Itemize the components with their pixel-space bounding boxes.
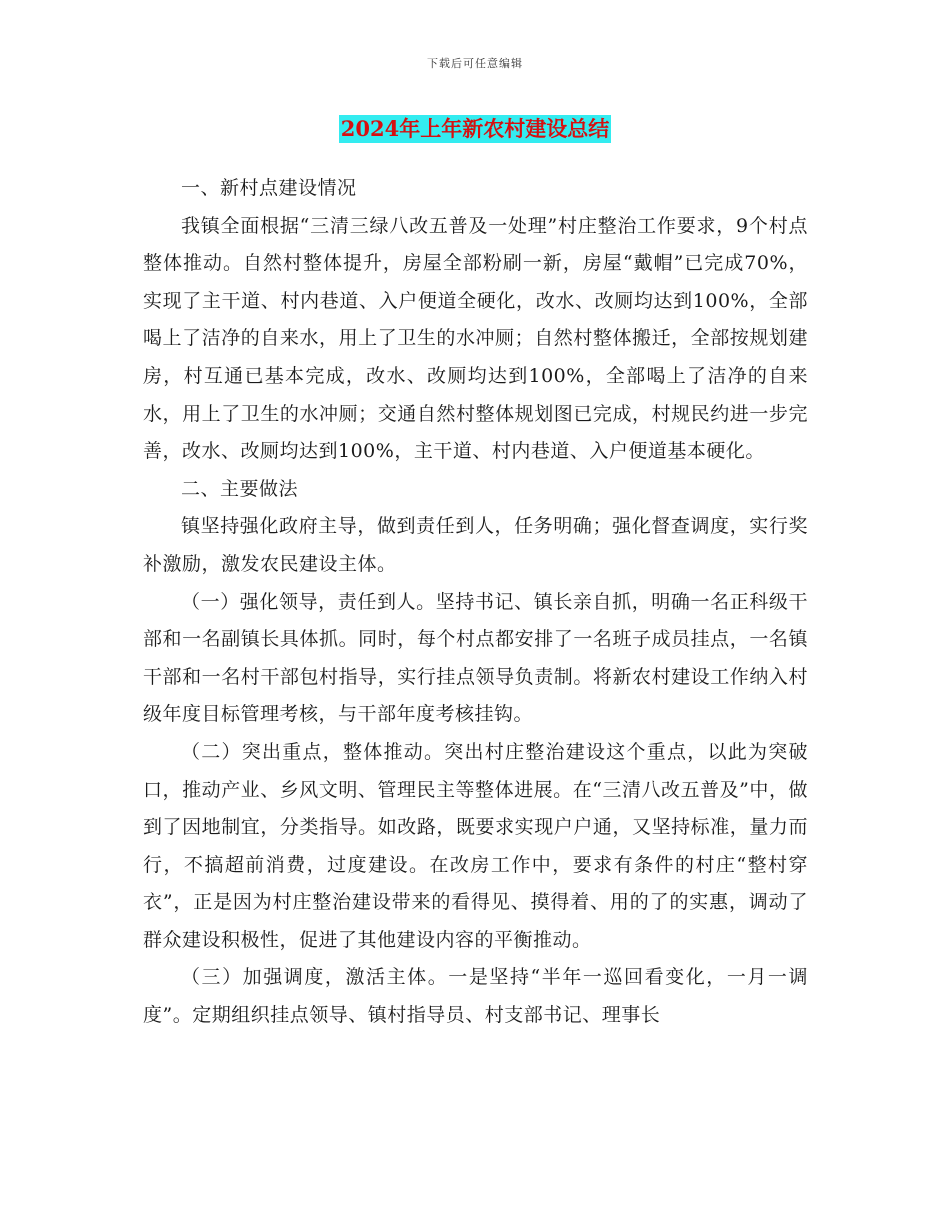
paragraph-5: （三）加强调度，激活主体。一是坚持“半年一巡回看变化，一月一调度”。定期组织挂点领导、镇村指导员、村支部书记、理事长 xyxy=(143,966,808,1027)
section-heading-1: 一、新村点建设情况 xyxy=(181,177,357,199)
paragraph-4: （二）突出重点，整体推动。突出村庄整治建设这个重点，以此为突破口，推动产业、乡风文明、管理民主等整体进展。在“三清八改五普及”中，做到了因地制宜，分类指导。如改路，既要求实现户户通，又坚持标准，量力而行，不搞超前消费，过度建设。在改房工作中，要求有条件的村庄“整村穿衣”，正是因为村庄整治建设带来的看得见、摸得着、用的了的实惠，调动了群众建设积极性，促进了其他建设内容的平衡推动。 xyxy=(143,740,808,951)
document-title: 2024年上年新农村建设总结 xyxy=(340,116,610,141)
paragraph-2: 镇坚持强化政府主导，做到责任到人，任务明确；强化督查调度，实行奖补激励，激发农民建设主体。 xyxy=(143,515,808,575)
paragraph-1: 我镇全面根据“三清三绿八改五普及一处理”村庄整治工作要求，9个村点整体推动。自然村整体提升，房屋全部粉刷一新，房屋“戴帽”已完成70%，实现了主干道、村内巷道、入户便道全硬化，改水、改厕均达到100%，全部喝上了洁净的自来水，用上了卫生的水冲厕；自然村整体搬迁，全部按规划建房，村互通已基本完成，改水、改厕均达到100%，全部喝上了洁净的自来水，用上了卫生的水冲厕；交通自然村整体规划图已完成，村规民约进一步完善，改水、改厕均达到100%，主干道、村内巷道、入户便道基本硬化。 xyxy=(143,214,808,463)
paragraph-3: （一）强化领导，责任到人。坚持书记、镇长亲自抓，明确一名正科级干部和一名副镇长具体抓。同时，每个村点都安排了一名班子成员挂点，一名镇干部和一名村干部包村指导，实行挂点领导负责制。将新农村建设工作纳入村级年度目标管理考核，与干部年度考核挂钩。 xyxy=(143,590,808,726)
section-heading-2: 二、主要做法 xyxy=(181,477,299,500)
document-body xyxy=(143,170,808,1035)
title-container xyxy=(0,115,950,143)
header-note: 下载后可任意编辑 xyxy=(427,57,523,70)
